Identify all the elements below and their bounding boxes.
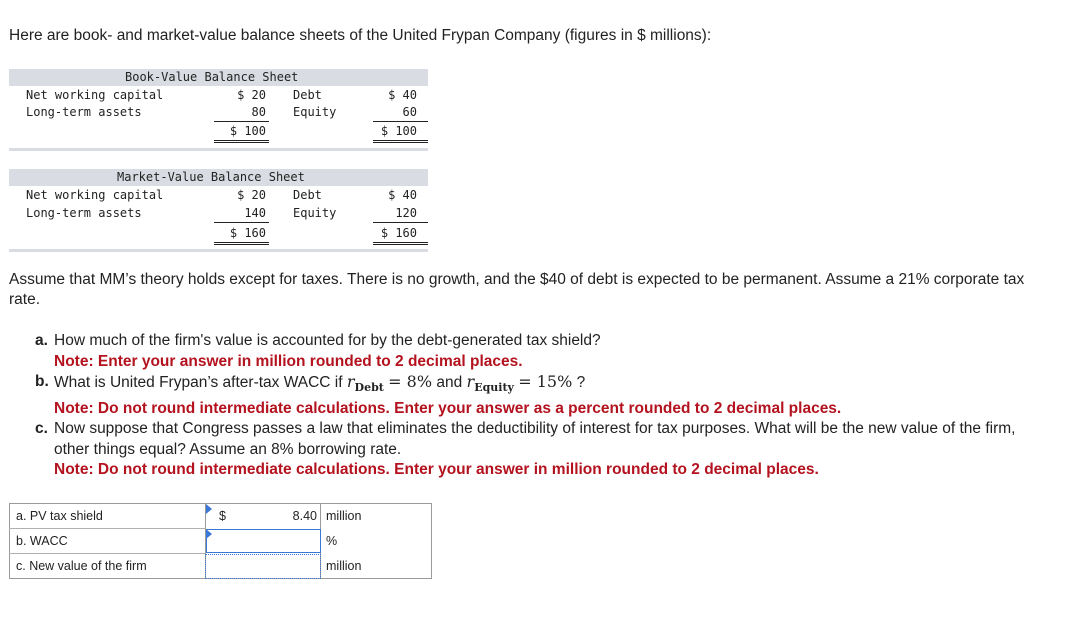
r-equity-value: = 15% bbox=[518, 372, 573, 391]
book-row2-claim: Equity bbox=[293, 105, 337, 119]
book-row1-claim: Debt bbox=[293, 88, 322, 102]
market-value-balance-sheet bbox=[9, 169, 428, 251]
answer-table bbox=[9, 503, 432, 579]
question-c bbox=[35, 419, 1045, 481]
question-b-note: Note: Do not round intermediate calculations. Enter your answer as a percent rounded to 2 decimal places. bbox=[54, 399, 842, 417]
answer-c-unit: million bbox=[326, 559, 362, 573]
pv-tax-shield-value: 8.40 bbox=[292, 509, 317, 523]
book-total-assets: $ 100 bbox=[229, 124, 266, 138]
book-assets-rule bbox=[214, 121, 269, 122]
answer-c-label: c. New value of the firm bbox=[16, 559, 147, 573]
book-row1-value: $ 40 bbox=[388, 88, 417, 102]
market-sheet-title: Market-Value Balance Sheet bbox=[117, 170, 305, 184]
question-c-note: Note: Do not round intermediate calculations. Enter your answer in million rounded to 2 decimal places. bbox=[54, 461, 819, 479]
pv-tax-shield-input[interactable] bbox=[206, 504, 320, 528]
answer-a-marker bbox=[206, 504, 212, 514]
question-b-qmark: ? bbox=[576, 374, 586, 391]
market-row2-claim: Equity bbox=[293, 206, 337, 220]
market-row2-label: Long-term assets bbox=[26, 206, 142, 220]
answer-b-marker bbox=[206, 529, 212, 539]
question-a-text: How much of the firm's value is accounted for by the debt-generated tax shield? bbox=[54, 332, 601, 349]
question-c-text: Now suppose that Congress passes a law that eliminates the deductibility of interest for tax purposes. What will be the new value of the firm, other things equal? Assume an 8% borrowing rate. bbox=[54, 420, 1016, 458]
r-debt-value: = 8% bbox=[388, 372, 433, 391]
market-assets-double-rule bbox=[214, 242, 269, 245]
question-a-note: Note: Enter your answer in million rounded to 2 decimal places. bbox=[54, 352, 523, 370]
book-claims-double-rule bbox=[373, 140, 428, 143]
question-b-label: b. bbox=[35, 373, 49, 390]
intro-text: Here are book- and market-value balance sheets of the United Frypan Company (figures in $ millions): bbox=[9, 27, 712, 44]
book-sheet-title: Book-Value Balance Sheet bbox=[125, 70, 299, 84]
question-a bbox=[35, 331, 1045, 372]
r-debt-symbol: $r_{Debt}$ bbox=[346, 372, 384, 395]
market-claims-rule bbox=[373, 222, 428, 223]
book-sheet-header bbox=[9, 69, 428, 86]
question-c-label: c. bbox=[35, 420, 48, 438]
answer-b-label: b. WACC bbox=[16, 534, 68, 548]
answer-row-divider-1 bbox=[9, 528, 205, 529]
book-row1-label: Net working capital bbox=[26, 88, 164, 102]
wacc-input[interactable] bbox=[206, 529, 321, 553]
book-claims-rule bbox=[373, 121, 428, 122]
book-row2-asset: 80 bbox=[251, 105, 266, 119]
book-row1-asset: $ 20 bbox=[237, 88, 266, 102]
assumption-text: Assume that MM’s theory holds except for taxes. There is no growth, and the $40 of debt is expected to be permanent. Assume a 21% corporate tax rate. bbox=[9, 271, 1025, 308]
market-row1-label: Net working capital bbox=[26, 188, 164, 202]
answer-a-label: a. PV tax shield bbox=[16, 509, 103, 523]
market-row1-value: $ 40 bbox=[388, 188, 417, 202]
market-claims-double-rule bbox=[373, 242, 428, 245]
market-assets-rule bbox=[214, 222, 269, 223]
book-row2-value: 60 bbox=[402, 105, 417, 119]
question-a-label: a. bbox=[35, 332, 48, 349]
answer-row-divider-2 bbox=[9, 553, 205, 554]
question-b-and: and bbox=[436, 374, 463, 391]
market-row1-claim: Debt bbox=[293, 188, 322, 202]
market-total-claims: $ 160 bbox=[380, 226, 417, 240]
book-assets-double-rule bbox=[214, 140, 269, 143]
questions bbox=[35, 331, 1045, 481]
market-sheet-header bbox=[9, 169, 428, 186]
answer-b-unit: % bbox=[326, 534, 338, 548]
new-firm-value-input[interactable] bbox=[205, 554, 321, 579]
book-row2-label: Long-term assets bbox=[26, 105, 142, 119]
question-b bbox=[35, 372, 1045, 419]
book-value-balance-sheet bbox=[9, 69, 428, 151]
answer-a-unit: million bbox=[326, 509, 362, 523]
market-row2-asset: 140 bbox=[244, 206, 266, 220]
market-row2-value: 120 bbox=[395, 206, 417, 220]
book-sheet-bottom-bar bbox=[9, 148, 428, 151]
question-b-text: What is United Frypan’s after-tax WACC if bbox=[54, 374, 343, 391]
market-row1-asset: $ 20 bbox=[237, 188, 266, 202]
r-equity-symbol: $r_{Equity}$ bbox=[466, 372, 514, 395]
pv-tax-shield-currency: $ bbox=[219, 509, 226, 523]
market-sheet-bottom-bar bbox=[9, 249, 428, 252]
market-total-assets: $ 160 bbox=[229, 226, 266, 240]
book-total-claims: $ 100 bbox=[380, 124, 417, 138]
